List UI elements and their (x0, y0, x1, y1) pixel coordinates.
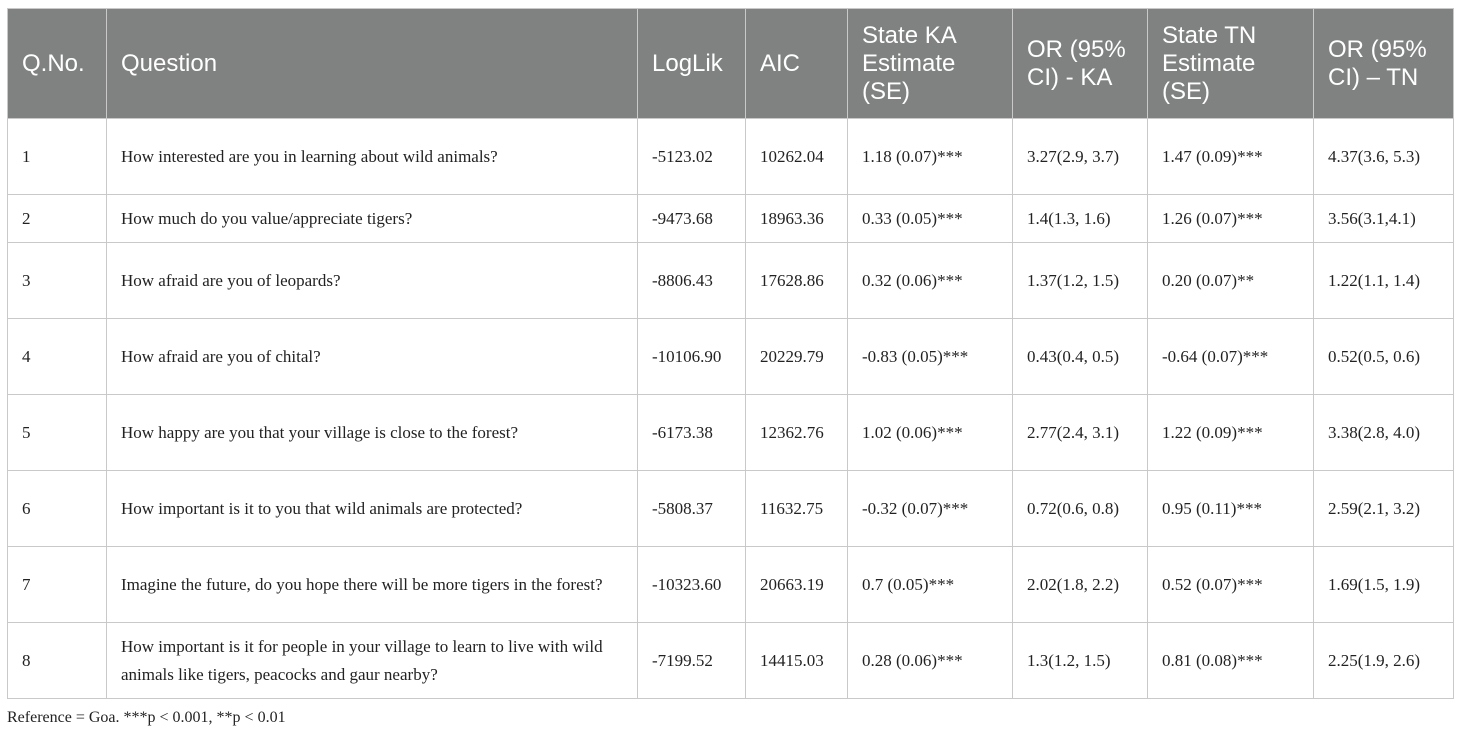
cell-or-ka: 1.37(1.2, 1.5) (1013, 243, 1148, 319)
cell-tn-estimate: 0.95 (0.11)*** (1148, 471, 1314, 547)
cell-ka-estimate: 0.28 (0.06)*** (848, 623, 1013, 699)
cell-loglik: -8806.43 (638, 243, 746, 319)
header-or-ka: OR (95% CI) - KA (1013, 9, 1148, 119)
table-row (8, 623, 1454, 699)
table-row (8, 471, 1454, 547)
cell-or-ka: 3.27(2.9, 3.7) (1013, 119, 1148, 195)
cell-or-tn: 3.38(2.8, 4.0) (1314, 395, 1454, 471)
table-row (8, 119, 1454, 195)
table-row (8, 243, 1454, 319)
cell-loglik: -10106.90 (638, 319, 746, 395)
header-tn-estimate: State TN Estimate (SE) (1148, 9, 1314, 119)
cell-ka-estimate: -0.83 (0.05)*** (848, 319, 1013, 395)
cell-qno: 1 (8, 119, 107, 195)
cell-tn-estimate: 1.47 (0.09)*** (1148, 119, 1314, 195)
cell-loglik: -7199.52 (638, 623, 746, 699)
cell-aic: 20229.79 (746, 319, 848, 395)
cell-loglik: -5123.02 (638, 119, 746, 195)
cell-loglik: -9473.68 (638, 195, 746, 243)
cell-aic: 10262.04 (746, 119, 848, 195)
cell-or-tn: 0.52(0.5, 0.6) (1314, 319, 1454, 395)
cell-qno: 7 (8, 547, 107, 623)
results-table-container (7, 8, 1453, 699)
cell-or-ka: 1.3(1.2, 1.5) (1013, 623, 1148, 699)
cell-qno: 2 (8, 195, 107, 243)
cell-ka-estimate: 0.33 (0.05)*** (848, 195, 1013, 243)
cell-loglik: -10323.60 (638, 547, 746, 623)
cell-ka-estimate: 0.7 (0.05)*** (848, 547, 1013, 623)
header-loglik: LogLik (638, 9, 746, 119)
cell-or-tn: 2.59(2.1, 3.2) (1314, 471, 1454, 547)
cell-aic: 17628.86 (746, 243, 848, 319)
cell-tn-estimate: -0.64 (0.07)*** (1148, 319, 1314, 395)
cell-or-tn: 3.56(3.1,4.1) (1314, 195, 1454, 243)
cell-or-ka: 0.72(0.6, 0.8) (1013, 471, 1148, 547)
header-qno: Q.No. (8, 9, 107, 119)
cell-ka-estimate: 1.02 (0.06)*** (848, 395, 1013, 471)
cell-ka-estimate: 1.18 (0.07)*** (848, 119, 1013, 195)
cell-tn-estimate: 1.22 (0.09)*** (1148, 395, 1314, 471)
cell-loglik: -6173.38 (638, 395, 746, 471)
cell-or-ka: 2.02(1.8, 2.2) (1013, 547, 1148, 623)
cell-aic: 20663.19 (746, 547, 848, 623)
cell-or-tn: 1.69(1.5, 1.9) (1314, 547, 1454, 623)
cell-or-ka: 0.43(0.4, 0.5) (1013, 319, 1148, 395)
cell-ka-estimate: 0.32 (0.06)*** (848, 243, 1013, 319)
cell-aic: 18963.36 (746, 195, 848, 243)
cell-tn-estimate: 0.81 (0.08)*** (1148, 623, 1314, 699)
cell-question: How much do you value/appreciate tigers? (107, 195, 638, 243)
cell-question: How afraid are you of chital? (107, 319, 638, 395)
table-row (8, 195, 1454, 243)
cell-qno: 5 (8, 395, 107, 471)
table-header-row (8, 9, 1454, 119)
cell-tn-estimate: 1.26 (0.07)*** (1148, 195, 1314, 243)
cell-or-tn: 2.25(1.9, 2.6) (1314, 623, 1454, 699)
cell-or-tn: 1.22(1.1, 1.4) (1314, 243, 1454, 319)
cell-question: How important is it for people in your village to learn to live with wild animals like tigers, peacocks and gaur nearby? (107, 623, 638, 699)
table-footnote: Reference = Goa. ***p < 0.001, **p < 0.01 (7, 709, 286, 726)
cell-ka-estimate: -0.32 (0.07)*** (848, 471, 1013, 547)
cell-qno: 3 (8, 243, 107, 319)
cell-question: Imagine the future, do you hope there will be more tigers in the forest? (107, 547, 638, 623)
cell-question: How important is it to you that wild animals are protected? (107, 471, 638, 547)
cell-or-ka: 1.4(1.3, 1.6) (1013, 195, 1148, 243)
cell-or-ka: 2.77(2.4, 3.1) (1013, 395, 1148, 471)
cell-loglik: -5808.37 (638, 471, 746, 547)
table-row (8, 395, 1454, 471)
cell-tn-estimate: 0.20 (0.07)** (1148, 243, 1314, 319)
table-row (8, 319, 1454, 395)
cell-qno: 8 (8, 623, 107, 699)
cell-aic: 14415.03 (746, 623, 848, 699)
header-aic: AIC (746, 9, 848, 119)
table-row (8, 547, 1454, 623)
cell-or-tn: 4.37(3.6, 5.3) (1314, 119, 1454, 195)
header-or-tn: OR (95% CI) – TN (1314, 9, 1454, 119)
cell-question: How afraid are you of leopards? (107, 243, 638, 319)
header-question: Question (107, 9, 638, 119)
cell-question: How interested are you in learning about wild animals? (107, 119, 638, 195)
cell-aic: 12362.76 (746, 395, 848, 471)
cell-tn-estimate: 0.52 (0.07)*** (1148, 547, 1314, 623)
header-ka-estimate: State KA Estimate (SE) (848, 9, 1013, 119)
regression-results-table (7, 8, 1454, 699)
cell-aic: 11632.75 (746, 471, 848, 547)
cell-qno: 4 (8, 319, 107, 395)
cell-qno: 6 (8, 471, 107, 547)
cell-question: How happy are you that your village is close to the forest? (107, 395, 638, 471)
